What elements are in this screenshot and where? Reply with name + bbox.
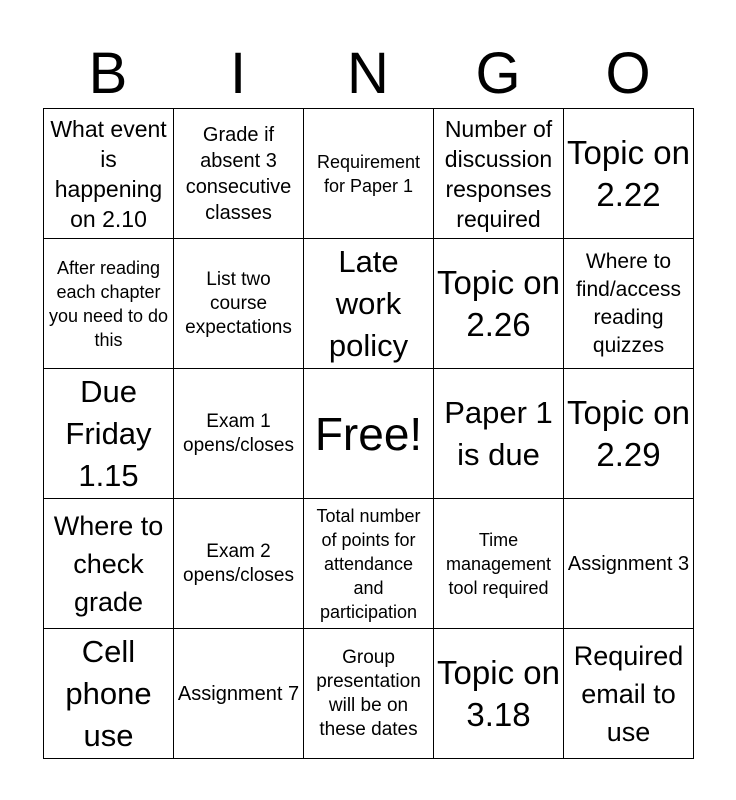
- bingo-cell[interactable]: Group presentation will be on these dates: [304, 629, 434, 759]
- bingo-row: [44, 499, 694, 629]
- bingo-row: [44, 369, 694, 499]
- free-space-cell[interactable]: Free!: [304, 369, 434, 499]
- bingo-row: [44, 629, 694, 759]
- bingo-cell[interactable]: Where to check grade: [44, 499, 174, 629]
- bingo-cell[interactable]: Topic on 2.22: [564, 109, 694, 239]
- bingo-card-grid: [43, 108, 694, 759]
- bingo-cell[interactable]: Grade if absent 3 consecutive classes: [174, 109, 304, 239]
- bingo-cell[interactable]: List two course expectations: [174, 239, 304, 369]
- bingo-cell[interactable]: Late work policy: [304, 239, 434, 369]
- bingo-cell[interactable]: What event is happening on 2.10: [44, 109, 174, 239]
- header-letter-g: G: [475, 41, 521, 106]
- header-letter-i: I: [229, 41, 247, 106]
- bingo-cell[interactable]: Paper 1 is due: [434, 369, 564, 499]
- bingo-cell[interactable]: Topic on 2.29: [564, 369, 694, 499]
- header-letter-b: B: [88, 41, 128, 106]
- bingo-cell[interactable]: Required email to use: [564, 629, 694, 759]
- header-letter-n: N: [347, 41, 389, 106]
- bingo-row: [44, 239, 694, 369]
- bingo-cell[interactable]: Assignment 3: [564, 499, 694, 629]
- bingo-cell[interactable]: Requirement for Paper 1: [304, 109, 434, 239]
- bingo-cell[interactable]: Where to find/access reading quizzes: [564, 239, 694, 369]
- bingo-cell[interactable]: Number of discussion responses required: [434, 109, 564, 239]
- bingo-cell[interactable]: Exam 2 opens/closes: [174, 499, 304, 629]
- bingo-cell[interactable]: Topic on 3.18: [434, 629, 564, 759]
- bingo-header: [43, 40, 693, 108]
- header-letter-o: O: [605, 41, 651, 106]
- bingo-row: [44, 109, 694, 239]
- bingo-cell[interactable]: Topic on 2.26: [434, 239, 564, 369]
- bingo-cell[interactable]: Exam 1 opens/closes: [174, 369, 304, 499]
- bingo-cell[interactable]: Time management tool required: [434, 499, 564, 629]
- bingo-cell[interactable]: Assignment 7: [174, 629, 304, 759]
- bingo-cell[interactable]: Total number of points for attendance and participation: [304, 499, 434, 629]
- bingo-cell[interactable]: After reading each chapter you need to do this: [44, 239, 174, 369]
- bingo-cell[interactable]: Due Friday 1.15: [44, 369, 174, 499]
- bingo-cell[interactable]: Cell phone use: [44, 629, 174, 759]
